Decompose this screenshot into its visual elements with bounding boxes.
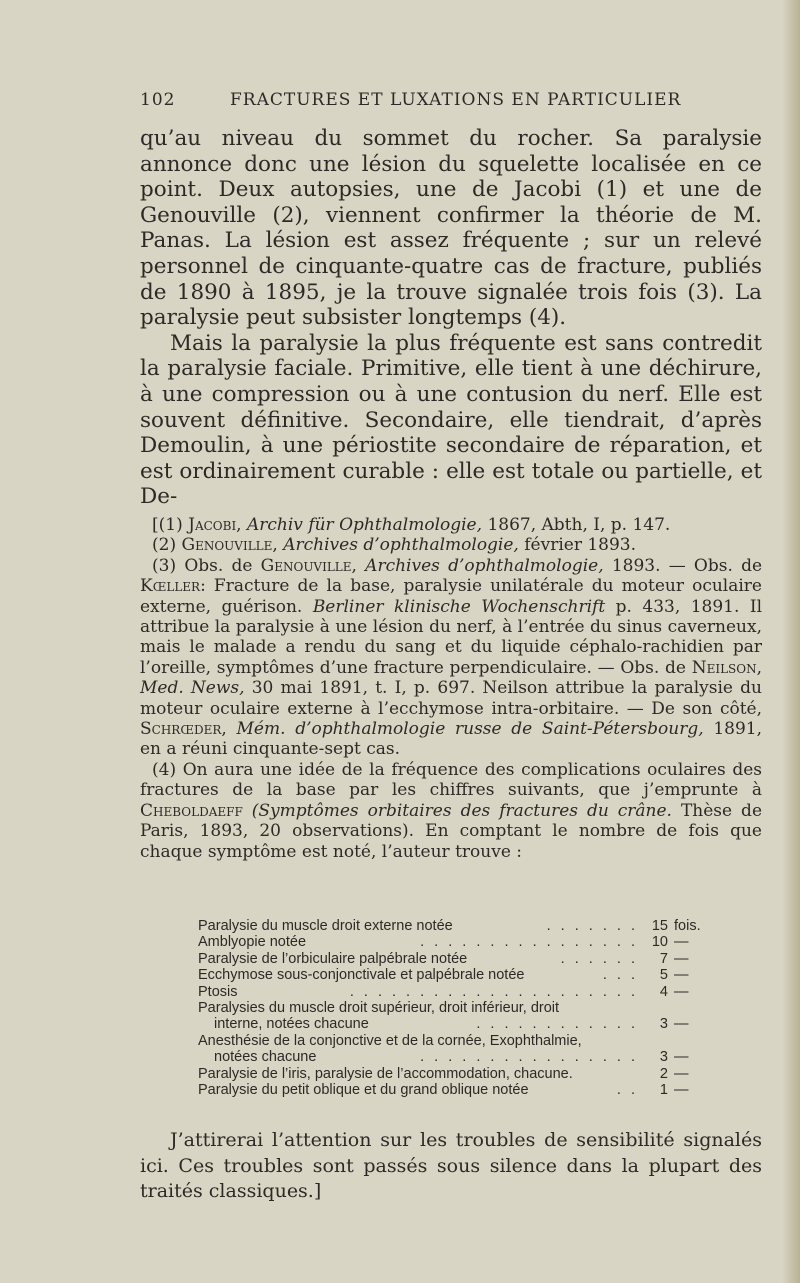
- symptom-label: Ptosis: [198, 983, 238, 1000]
- footnote-text: : Fracture de la base, paralysie unilatérale du moteur oculaire externe, guérison.: [140, 576, 762, 617]
- symptom-unit: —: [674, 983, 689, 1000]
- symptom-label: interne, notées chacune: [214, 1016, 369, 1033]
- footnote-marker: (3): [152, 555, 177, 576]
- symptom-label: Paralysies du muscle droit supérieur, droit inférieur, droit: [198, 999, 560, 1016]
- symptom-label: Paralysie du petit oblique et du grand oblique notée: [198, 1081, 529, 1098]
- symptom-label: Ecchymose sous-conjonctivale et palpébrale notée: [198, 967, 525, 984]
- footnote-text: p. 433, 1891. Il attribue la paralysie à une lésion du nerf, à l’entrée du sinus caverneux, mais le malade a rendu du sang et du liquide céphalo-rachidien par l’oreille, symptômes d’une fracture perpendiculaire. — Obs. de: [140, 596, 763, 678]
- footnote-journal: Archiv für Ophthalmologie,: [247, 515, 483, 535]
- table-row: [198, 1066, 718, 1082]
- leader-dots: . . . . . . . . . . . .: [476, 1016, 638, 1033]
- symptom-unit: —: [674, 1081, 689, 1098]
- footnote-marker: [(1): [152, 515, 183, 535]
- footnote-text: 30 mai 1891, t. I, p. 697. Neilson attribue la paralysie du moteur oculaire externe à l’ecchymose intra-orbitaire. — De son côté,: [140, 678, 762, 719]
- footnote-author: Neilson,: [691, 657, 762, 678]
- footnote-text: 1891, en a réuni cinquante-sept cas.: [140, 719, 762, 760]
- footnote-journal: Mém. d’ophthalmologie russe de Saint-Pétersbourg,: [236, 719, 704, 740]
- symptom-count: 1: [659, 1081, 668, 1098]
- table-row: [198, 1000, 718, 1016]
- footnote-author: Jacobi,: [188, 515, 242, 535]
- page-edge-shadow: [782, 0, 800, 1283]
- symptom-count: 5: [659, 967, 668, 984]
- table-row: [198, 1049, 718, 1065]
- symptom-unit: —: [674, 1016, 689, 1033]
- symptom-unit: fois.: [674, 918, 701, 934]
- footnote-journal: Med. News,: [140, 678, 245, 699]
- footnote-author: Genouville,: [181, 535, 278, 556]
- footnote-text: 1893. — Obs. de: [611, 555, 763, 576]
- symptom-label: Paralysie du muscle droit externe notée: [198, 918, 453, 934]
- closing-paragraph: [140, 1128, 762, 1205]
- symptom-count: 10: [651, 934, 668, 951]
- table-row: [198, 918, 718, 934]
- footnote-text: On aura une idée de la fréquence des complications oculaires des fractures de la base par les chiffres suivants, que j’emprunte à: [140, 759, 762, 801]
- footnote-2: [140, 535, 762, 555]
- table-row: [198, 1016, 718, 1032]
- symptom-unit: —: [674, 934, 689, 951]
- footnote-journal: Berliner klinische Wochenschrift: [312, 596, 606, 617]
- leader-dots: . . . . . . . . . . . . . . . . . . . . .: [349, 983, 638, 1000]
- table-row: [198, 934, 718, 950]
- footnote-journal: (Symptômes orbitaires des fractures du crâne.: [251, 800, 672, 821]
- symptom-unit: —: [674, 1065, 689, 1082]
- leader-dots: . .: [616, 1081, 638, 1098]
- symptom-label: Paralysie de l’orbiculaire palpébrale notée: [198, 950, 468, 967]
- page-number: 102: [140, 90, 176, 110]
- footnote-text: Thèse de Paris, 1893, 20 observations). En comptant le nombre de fois que chaque symptôme est noté, l’auteur trouve :: [140, 800, 763, 862]
- leader-dots: . . . . . .: [560, 950, 638, 967]
- symptom-label: Anesthésie de la conjonctive et de la cornée, Exophthalmie,: [198, 1032, 582, 1049]
- table-row: [198, 1033, 718, 1049]
- symptom-unit: —: [674, 950, 689, 967]
- symptom-unit: —: [674, 1049, 689, 1066]
- symptom-unit: —: [674, 967, 689, 984]
- symptom-count: 7: [659, 950, 668, 967]
- symptom-count: 2: [659, 1065, 668, 1082]
- footnote-text: Obs. de: [184, 555, 253, 576]
- symptom-count: 15: [651, 918, 668, 934]
- paragraph-2: Mais la paralysie la plus fréquente est sans contredit la paralysie faciale. Primitive, elle tient à une déchirure, à une compression ou à une contusion du nerf. Elle est souvent définitive. Secondaire, elle tiendrait, d’après Demoulin, à une périostite secondaire de réparation, et est ordinairement curable : elle est totale ou partielle, et De-: [140, 330, 762, 510]
- footnote-1: [140, 515, 762, 535]
- footnote-marker: (2): [152, 535, 177, 556]
- leader-dots: . . . . . . . . . . . . . . . .: [420, 1049, 638, 1066]
- footnote-author: Genouville,: [260, 555, 357, 576]
- footnotes: [140, 515, 762, 862]
- footnote-journal: Archives d’ophthalmologie,: [283, 535, 519, 556]
- footnote-text: 1867, Abth, I, p. 147.: [487, 515, 671, 535]
- footnote-journal: Archives d’ophthalmologie,: [365, 555, 604, 576]
- footnote-marker: (4): [152, 759, 177, 780]
- leader-dots: . . . . . . .: [546, 918, 638, 934]
- footnote-author: Cheboldaeff: [140, 800, 243, 821]
- table-row: [198, 951, 718, 967]
- footnote-author: Schrœder,: [140, 719, 227, 740]
- symptom-label: Paralysie de l’iris, paralysie de l’accommodation, chacune.: [198, 1065, 573, 1082]
- symptom-count: 4: [659, 983, 668, 1000]
- footnote-3: [140, 556, 762, 760]
- symptom-label: notées chacune: [214, 1049, 317, 1066]
- table-row: [198, 967, 718, 983]
- footnote-text: février 1893.: [524, 535, 637, 556]
- paragraph-1: qu’au niveau du sommet du rocher. Sa paralysie annonce donc une lésion du squelette localisée en ce point. Deux autopsies, une de Jacobi (1) et une de Genouville (2), viennent confirmer la théorie de M. Panas. La lésion est assez fréquente ; sur un relevé personnel de cinquante-quatre cas de fracture, publiés de 1890 à 1895, je la trouve signalée trois fois (3). La paralysie peut subsister longtemps (4).: [140, 126, 762, 331]
- running-title: FRACTURES ET LUXATIONS EN PARTICULIER: [230, 90, 682, 110]
- closing-text: J’attirerai l’attention sur les troubles de sensibilité signalés ici. Ces troubles sont passés sous silence dans la plupart des traités classiques.]: [140, 1129, 762, 1202]
- footnote-4: [140, 760, 762, 862]
- symptom-table: [198, 918, 718, 1098]
- leader-dots: . . .: [602, 967, 638, 984]
- main-text: [140, 126, 762, 510]
- symptom-count: 3: [659, 1049, 668, 1066]
- leader-dots: . . . . . . . . . . . . . . . .: [420, 934, 638, 951]
- footnote-author: Kœller: [140, 576, 201, 597]
- table-row: [198, 984, 718, 1000]
- symptom-label: Amblyopie notée: [198, 934, 307, 951]
- symptom-count: 3: [659, 1016, 668, 1033]
- table-row: [198, 1082, 718, 1098]
